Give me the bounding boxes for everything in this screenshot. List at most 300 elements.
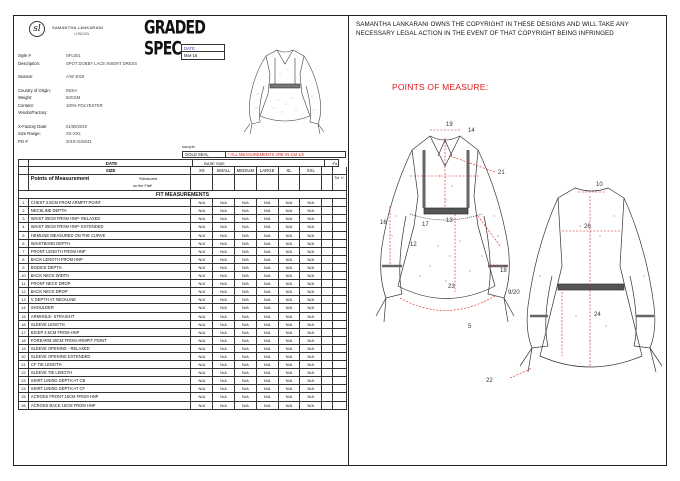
measurement-name: SLEEVE LENGTH: [28, 321, 190, 329]
measurement-value: N/A: [299, 240, 321, 248]
fit-cell: [321, 304, 332, 312]
measurement-value: N/A: [212, 223, 234, 231]
tolerance-cell: [332, 329, 347, 337]
tolerance-cell: [332, 264, 347, 272]
measurement-value: N/A: [278, 361, 300, 369]
measurement-value: N/A: [212, 304, 234, 312]
table-row: [18, 199, 347, 207]
measurement-value: N/A: [256, 288, 278, 296]
points-of-measure-sketch: [350, 116, 666, 461]
measurement-value: N/A: [278, 280, 300, 288]
table-row: [18, 321, 347, 329]
measurement-value: N/A: [256, 304, 278, 312]
table-row: [18, 296, 347, 304]
tolerance-cell: [332, 393, 347, 401]
measurement-value: N/A: [256, 232, 278, 240]
row-number: 7: [18, 248, 28, 256]
pom-label-18: 18: [500, 268, 507, 274]
table-row: [18, 207, 347, 215]
measurement-value: N/A: [256, 272, 278, 280]
table-row: [18, 377, 347, 385]
pom-label-9-20: 9/20: [508, 290, 520, 296]
fit-header: Fit: [324, 159, 339, 167]
measurement-value: N/A: [256, 385, 278, 393]
tolerance-cell: [332, 199, 347, 207]
measurement-value: N/A: [299, 337, 321, 345]
measurement-value: N/A: [256, 313, 278, 321]
row-number: 16: [18, 321, 28, 329]
measurement-name: V DEPTH AT NECKLINE: [28, 296, 190, 304]
measurement-value: N/A: [299, 321, 321, 329]
measurement-value: N/A: [212, 329, 234, 337]
measurement-value: N/A: [256, 353, 278, 361]
measurement-value: N/A: [234, 199, 256, 207]
measurement-value: N/A: [299, 215, 321, 223]
measurement-value: N/A: [278, 215, 300, 223]
row-number: 9: [18, 264, 28, 272]
meta-country: [18, 87, 183, 95]
pom-label-5: 5: [468, 324, 472, 330]
fit-cell: [321, 337, 332, 345]
tolerance-cell: [332, 207, 347, 215]
table-size-row: [18, 167, 347, 175]
meta-label: Size Range:: [18, 131, 41, 136]
size-medium: MEDIUM: [234, 167, 256, 175]
measurement-value: N/A: [299, 402, 321, 410]
fit-cell: [321, 313, 332, 321]
measurement-value: N/A: [212, 272, 234, 280]
table-row: [18, 393, 347, 401]
pom-label-21: 21: [498, 170, 505, 176]
measurement-value: N/A: [234, 264, 256, 272]
table-row: [18, 272, 347, 280]
measurement-value: N/A: [234, 272, 256, 280]
measurement-value: N/A: [299, 280, 321, 288]
measurement-value: N/A: [299, 377, 321, 385]
measurement-value: N/A: [190, 280, 212, 288]
measurement-value: N/A: [234, 385, 256, 393]
measurement-value: N/A: [256, 248, 278, 256]
row-number: 26: [18, 402, 28, 410]
measurement-value: N/A: [190, 313, 212, 321]
measurement-value: N/A: [278, 385, 300, 393]
measurement-name: BICEP 2.5CM FROM HNP: [28, 329, 190, 337]
table-row: [18, 232, 347, 240]
measurement-value: N/A: [234, 329, 256, 337]
logo-name: SAMANTHA LANKARANI: [52, 25, 104, 30]
tolerance-cell: [332, 337, 347, 345]
fit-cell: [321, 215, 332, 223]
measurement-name: ACROSS FRONT 15CM FROM HNP: [28, 393, 190, 401]
tolerance-cell: [332, 288, 347, 296]
row-number: 10: [18, 272, 28, 280]
table-poi-row: [18, 175, 347, 191]
measurement-value: N/A: [212, 248, 234, 256]
measurement-value: N/A: [256, 361, 278, 369]
meta-label: X-Factory Date:: [18, 123, 48, 129]
meta-xfactory: [18, 123, 183, 131]
measurement-name: BACK NECK DROP: [28, 288, 190, 296]
poi-title: Points of Measurement: [30, 176, 90, 183]
measurement-value: N/A: [190, 248, 212, 256]
measurement-value: N/A: [212, 240, 234, 248]
measurement-value: N/A: [190, 369, 212, 377]
measurement-value: N/A: [212, 337, 234, 345]
measurement-value: N/A: [234, 288, 256, 296]
measurement-name: NECKLINE DEPTH: [28, 207, 190, 215]
row-number: 13: [18, 296, 28, 304]
measurement-value: N/A: [299, 361, 321, 369]
row-number: 2: [18, 207, 28, 215]
measurement-value: N/A: [190, 215, 212, 223]
spec-sheet: [13, 15, 667, 466]
tolerance-cell: [332, 345, 347, 353]
table-row: [18, 280, 347, 288]
measurement-value: N/A: [190, 272, 212, 280]
measurement-value: N/A: [212, 377, 234, 385]
table-row: [18, 256, 347, 264]
measurement-value: N/A: [299, 353, 321, 361]
measurement-value: N/A: [212, 288, 234, 296]
measurement-value: N/A: [190, 304, 212, 312]
tolerance-cell: [332, 402, 347, 410]
measurement-value: N/A: [278, 345, 300, 353]
measurement-value: N/A: [212, 280, 234, 288]
measurement-value: N/A: [212, 385, 234, 393]
measurement-value: N/A: [278, 232, 300, 240]
row-number: 4: [18, 223, 28, 231]
pom-label-14: 14: [468, 128, 475, 134]
table-row: [18, 385, 347, 393]
measurement-value: N/A: [299, 313, 321, 321]
measurement-value: N/A: [299, 272, 321, 280]
measurement-value: N/A: [278, 272, 300, 280]
table-row: [18, 337, 347, 345]
row-number: 14: [18, 304, 28, 312]
row-number: 25: [18, 393, 28, 401]
row-number: 19: [18, 345, 28, 353]
measurement-value: N/A: [256, 240, 278, 248]
measurement-value: N/A: [256, 337, 278, 345]
fit-cell: [321, 321, 332, 329]
measurement-value: N/A: [299, 264, 321, 272]
measurement-value: N/A: [256, 296, 278, 304]
measurement-table: [18, 159, 347, 410]
measurement-value: N/A: [190, 232, 212, 240]
measurement-value: N/A: [190, 337, 212, 345]
measurement-value: N/A: [234, 361, 256, 369]
measurement-value: N/A: [190, 377, 212, 385]
fit-cell: [321, 385, 332, 393]
copyright-notice: SAMANTHA LANKARANI OWNS THE COPYRIGHT IN THESE DESIGNS AND WILL TAKE ANY NECESSARY LEGAL ACTION IN THE EVENT OF THAT COPYRIGHT BEING INFRINGED: [356, 21, 629, 37]
measurement-value: N/A: [190, 296, 212, 304]
meta-style: [18, 52, 183, 60]
measurement-value: N/A: [234, 313, 256, 321]
tolerance-cell: [332, 369, 347, 377]
measurement-value: N/A: [299, 393, 321, 401]
measurement-value: N/A: [190, 321, 212, 329]
measurement-value: N/A: [256, 215, 278, 223]
measurement-value: N/A: [190, 264, 212, 272]
pom-label-19: 19: [446, 122, 453, 128]
row-number: 1: [18, 199, 28, 207]
measurement-value: N/A: [299, 199, 321, 207]
meta-value: SFL001: [66, 53, 81, 58]
row-number: 11: [18, 280, 28, 288]
table-row: [18, 353, 347, 361]
table-row: [18, 329, 347, 337]
measurement-value: N/A: [212, 264, 234, 272]
measurement-value: N/A: [190, 199, 212, 207]
measurement-value: N/A: [190, 385, 212, 393]
table-row: [18, 369, 347, 377]
tolerance-cell: [332, 223, 347, 231]
measurement-value: N/A: [278, 353, 300, 361]
fit-cell: [321, 353, 332, 361]
pom-label-24: 24: [594, 312, 601, 318]
size-large: LARGE: [256, 167, 278, 175]
measurement-value: N/A: [278, 264, 300, 272]
measurement-value: N/A: [299, 232, 321, 240]
measurement-name: SKIRT LINING DEPTH AT CB: [28, 377, 190, 385]
measurement-value: N/A: [234, 369, 256, 377]
measurement-value: N/A: [256, 393, 278, 401]
fit-cell: [321, 345, 332, 353]
measurement-value: N/A: [190, 288, 212, 296]
measurement-value: N/A: [278, 313, 300, 321]
measurement-value: N/A: [256, 402, 278, 410]
pom-label-13: 13: [446, 218, 453, 224]
tolerance-cell: [332, 385, 347, 393]
row-number: 12: [18, 288, 28, 296]
measurement-value: N/A: [299, 248, 321, 256]
measurement-value: N/A: [299, 369, 321, 377]
measurement-value: N/A: [234, 223, 256, 231]
row-number: 18: [18, 337, 28, 345]
tolerance-cell: [332, 272, 347, 280]
meta-description: [18, 60, 183, 68]
measurement-value: N/A: [234, 304, 256, 312]
tolerance-cell: [332, 296, 347, 304]
pom-label-16: 16: [380, 220, 387, 226]
meta-label: Weight:: [18, 95, 33, 100]
measurement-value: N/A: [190, 329, 212, 337]
measurement-value: N/A: [212, 321, 234, 329]
tolerance-cell: [332, 256, 347, 264]
measurement-value: N/A: [212, 353, 234, 361]
tolerance-header: Tol +/-: [332, 175, 347, 191]
fit-cell: [321, 223, 332, 231]
table-row: [18, 223, 347, 231]
meta-label: Content:: [18, 102, 34, 108]
fit-cell: [321, 272, 332, 280]
pom-label-22: 22: [486, 378, 493, 384]
measurement-value: N/A: [234, 321, 256, 329]
base-size-header: BASE SIZE: [192, 159, 236, 167]
fit-cell: [321, 329, 332, 337]
measurement-name: SLEEVE TIE LENGTH: [28, 369, 190, 377]
pom-label-23: 23: [448, 284, 455, 290]
meta-value: XS-XXL: [66, 131, 81, 136]
measurement-value: N/A: [190, 256, 212, 264]
meta-label: Country of Origin:: [18, 87, 51, 93]
measurement-value: N/A: [278, 207, 300, 215]
row-number: 3: [18, 215, 28, 223]
measurement-value: N/A: [212, 369, 234, 377]
measurement-value: N/A: [256, 256, 278, 264]
meta-value: SPOT DOBBY LACE INSERT DRESS: [66, 60, 138, 66]
measurement-value: N/A: [234, 240, 256, 248]
measurement-value: N/A: [278, 223, 300, 231]
measurement-value: N/A: [278, 337, 300, 345]
meta-label: PO #:: [18, 138, 29, 144]
style-meta: [18, 52, 183, 145]
measurement-name: WAISTBAND DEPTH: [28, 240, 190, 248]
measurement-name: CF TIE LENGTH: [28, 361, 190, 369]
measurement-name: CHEST 2.5CM FROM ARMPIT POINT: [28, 199, 190, 207]
measurement-value: N/A: [234, 207, 256, 215]
meta-label: Vendor/Factory:: [18, 110, 48, 115]
meta-label: Season:: [18, 74, 34, 79]
tolerance-cell: [332, 304, 347, 312]
right-panel: [350, 16, 666, 465]
measurement-name: WAIST 35CM FROM HNP- RELAXED: [28, 215, 190, 223]
measurement-value: N/A: [256, 345, 278, 353]
fit-cell: [321, 240, 332, 248]
measurement-name: FOREARM 30CM FROM ARMPIT POINT: [28, 337, 190, 345]
meta-value: 01/09/2019: [66, 123, 87, 129]
table-row: [18, 402, 347, 410]
measurement-value: N/A: [190, 402, 212, 410]
row-number: 22: [18, 369, 28, 377]
meta-content: [18, 102, 183, 110]
measurement-value: N/A: [278, 393, 300, 401]
table-row: [18, 248, 347, 256]
measurement-value: N/A: [278, 377, 300, 385]
meta-vendor: [18, 109, 183, 117]
table-row: [18, 215, 347, 223]
measurement-value: N/A: [256, 207, 278, 215]
measurement-name: ARMHOLE- STRAIGHT: [28, 313, 190, 321]
measurement-value: N/A: [256, 369, 278, 377]
table-row: [18, 264, 347, 272]
meta-weight: [18, 94, 183, 102]
size-xl: XL: [278, 167, 300, 175]
measurement-value: N/A: [299, 296, 321, 304]
measurement-value: N/A: [278, 296, 300, 304]
measurement-value: N/A: [278, 288, 300, 296]
table-row: [18, 304, 347, 312]
front-sketch-thumbnail: [230, 44, 340, 144]
table-row: [18, 345, 347, 353]
fit-cell: [321, 296, 332, 304]
on-flat-label: on the Flat*: [132, 184, 153, 189]
measurement-value: N/A: [234, 256, 256, 264]
tolerance-cell: [332, 321, 347, 329]
measurement-value: N/A: [256, 377, 278, 385]
tolerance-cell: [332, 232, 347, 240]
measurement-value: N/A: [234, 296, 256, 304]
measurement-name: SKIRT LINING DEPTH AT CF: [28, 385, 190, 393]
measurement-name: FRONT NECK DROP: [28, 280, 190, 288]
meta-value: INDIA: [66, 87, 78, 93]
measured-label: *Measured: [138, 177, 158, 182]
measurement-value: N/A: [234, 248, 256, 256]
fit-cell: [321, 369, 332, 377]
points-of-measure-title: POINTS OF MEASURE:: [392, 82, 489, 92]
tolerance-cell: [332, 353, 347, 361]
fit-measurements-header: FIT MEASUREMENTS: [18, 191, 347, 199]
meta-season: [18, 73, 183, 81]
date-label: DATE: [182, 45, 224, 52]
measurement-value: N/A: [299, 385, 321, 393]
measurement-value: N/A: [234, 215, 256, 223]
tolerance-cell: [332, 377, 347, 385]
measurement-value: N/A: [278, 199, 300, 207]
fit-cell: [321, 199, 332, 207]
table-row: [18, 313, 347, 321]
fit-cell: [321, 264, 332, 272]
fit-cell: [321, 248, 332, 256]
measurement-value: N/A: [299, 304, 321, 312]
meta-value: 100% POLYESTER: [66, 102, 103, 108]
measurement-note: * ALL MEASUREMENTS ARE IN CM 1/2: [226, 151, 346, 158]
fit-cell: [321, 377, 332, 385]
measurement-value: N/A: [299, 256, 321, 264]
row-number: 23: [18, 377, 28, 385]
measurement-value: N/A: [234, 337, 256, 345]
measurement-value: N/A: [278, 304, 300, 312]
size-header: SIZE: [28, 167, 190, 175]
measurement-name: BODICE DEPTH: [28, 264, 190, 272]
tolerance-cell: [332, 280, 347, 288]
measurement-value: N/A: [190, 361, 212, 369]
pom-label-12: 12: [410, 242, 417, 248]
fit-cell: [321, 393, 332, 401]
fit-cell: [321, 280, 332, 288]
measurement-value: N/A: [212, 207, 234, 215]
meta-po: [18, 138, 183, 146]
date-box: [181, 44, 225, 60]
measurement-value: N/A: [256, 321, 278, 329]
row-number: 15: [18, 313, 28, 321]
fit-cell: [321, 256, 332, 264]
measurement-value: N/A: [234, 393, 256, 401]
meta-value: A/W 2019: [66, 74, 85, 79]
measurement-value: N/A: [256, 264, 278, 272]
logo-subtitle: LONDON: [74, 32, 89, 36]
table-row: [18, 240, 347, 248]
measurement-value: N/A: [190, 345, 212, 353]
measurement-name: SLEEVE OPENING EXTENDED: [28, 353, 190, 361]
measurement-value: N/A: [212, 256, 234, 264]
date-value: Mar-16: [184, 53, 198, 58]
size-small: SMALL: [212, 167, 234, 175]
measurement-rows: [18, 199, 347, 409]
measurement-name: ACROSS BACK 15CM FROM HNP: [28, 402, 190, 410]
meta-label: Style #: [18, 53, 31, 58]
row-number: 21: [18, 361, 28, 369]
sample-label: sample: [182, 144, 195, 149]
measurement-value: N/A: [278, 240, 300, 248]
fit-cell: [321, 402, 332, 410]
measurement-value: N/A: [190, 207, 212, 215]
measurement-value: N/A: [299, 288, 321, 296]
measurement-name: SLEEVE OPENING - RELAXED: [28, 345, 190, 353]
measurement-value: N/A: [234, 280, 256, 288]
fit-cell: [321, 207, 332, 215]
document-title: GRADED SPEC: [144, 18, 206, 60]
